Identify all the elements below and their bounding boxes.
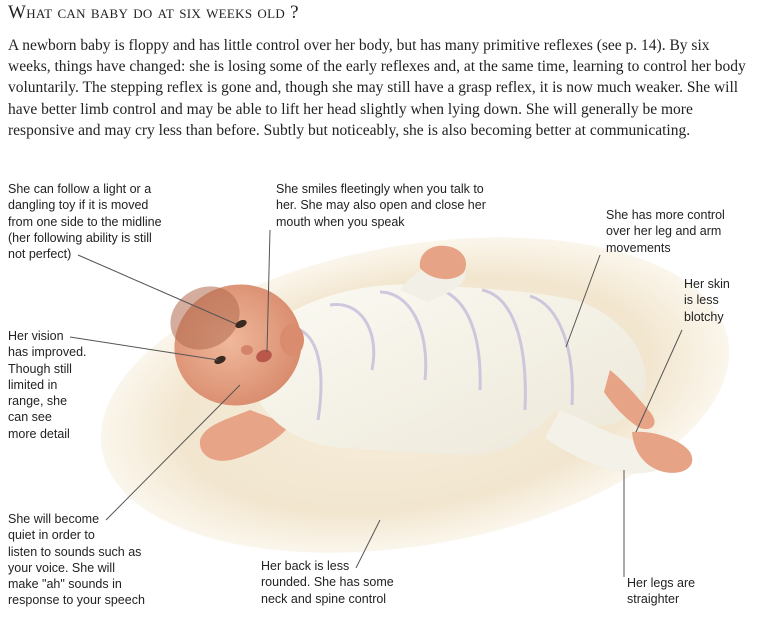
leader-quiet (106, 385, 240, 520)
leader-follow (78, 255, 236, 324)
callout-limb-control: She has more control over her leg and arm movements (606, 208, 725, 255)
leader-smile (267, 230, 270, 352)
leader-skin (636, 330, 682, 432)
intro-paragraph: A newborn baby is floppy and has little control over her body, but has many primitive reflexes (see p. 14). By six weeks, things have changed: she is losing some of the early reflexes and, at the same time, learning to control her body voluntarily. The stepping reflex is gone and, though she may still have a grasp reflex, it is now much weaker. She will have better limb control and may be able to lift her head slightly when lying down. She will generally be more responsive and may cry less than before. Subtly but noticeably, she is also becoming better at communicating. (8, 37, 746, 139)
callout-back: Her back is less rounded. She has some neck and spine control (261, 559, 394, 606)
callout-listening: She will become quiet in order to listen to sounds such as your voice. She will make "ah" sounds in response to your speech (8, 512, 145, 608)
callout-vision: Her vision has improved. Though still limited in range, she can see more detail (8, 329, 87, 441)
page-title: What can baby do at six weeks old ? (8, 2, 299, 23)
callout-visual-tracking: She can follow a light or a dangling toy if it is moved from one side to the midline (her following ability is still not perfect) (8, 182, 162, 262)
leader-control (566, 255, 600, 347)
callout-legs: Her legs are straighter (627, 576, 696, 607)
callout-skin: Her skin is less blotchy (684, 277, 730, 324)
callout-smiling: She smiles fleetingly when you talk to her. She may also open and close her mouth when you speak (276, 182, 486, 229)
